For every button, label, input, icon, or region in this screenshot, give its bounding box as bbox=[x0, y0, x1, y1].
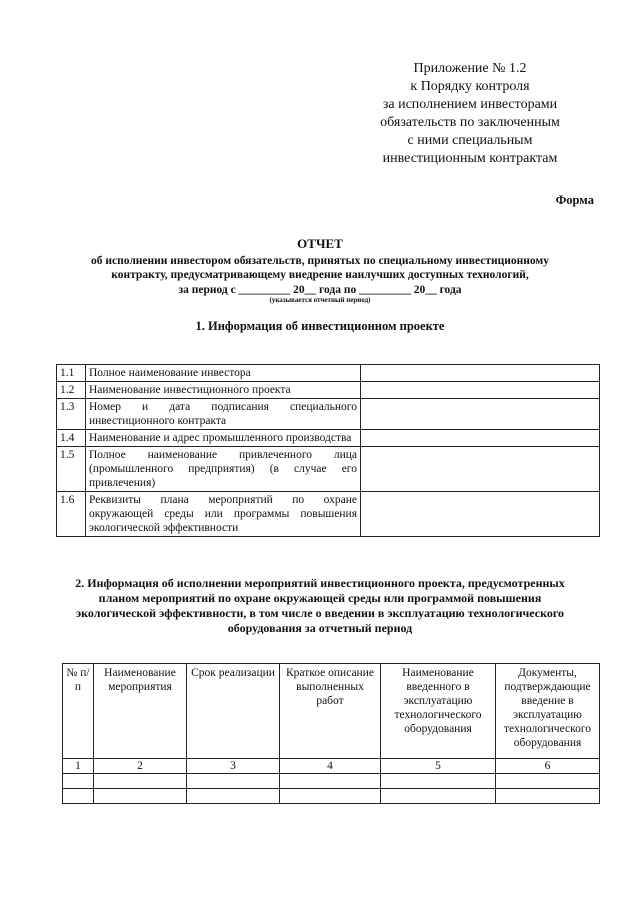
row-label: Наименование инвестиционного проекта bbox=[86, 382, 361, 399]
table-cell[interactable] bbox=[496, 789, 600, 804]
row-number: 1.4 bbox=[57, 430, 86, 447]
table-cell[interactable] bbox=[381, 774, 496, 789]
row-label: Наименование и адрес промышленного производства bbox=[86, 430, 361, 447]
report-period-note: (указывается отчетный период) bbox=[269, 296, 371, 304]
table-cell[interactable] bbox=[63, 774, 94, 789]
column-number: 2 bbox=[94, 759, 187, 774]
appendix-block bbox=[360, 60, 580, 168]
report-period-line: за период с _________ 20__ года по _________ 20__ года bbox=[178, 284, 462, 296]
appendix-line: Приложение № 1.2 bbox=[413, 61, 527, 76]
column-number: 6 bbox=[496, 759, 600, 774]
appendix-line: к Порядку контроля bbox=[410, 79, 530, 94]
table-cell[interactable] bbox=[496, 774, 600, 789]
table-cell[interactable] bbox=[381, 789, 496, 804]
table-row bbox=[57, 447, 600, 492]
column-header: Документы, подтверждающие введение в эксплуатацию технологического оборудования bbox=[496, 664, 600, 759]
table-cell[interactable] bbox=[94, 789, 187, 804]
row-number: 1.1 bbox=[57, 365, 86, 382]
row-number: 1.5 bbox=[57, 447, 86, 492]
section2-title-line: 2. Информация об исполнении мероприятий инвестиционного проекта, предусмотренных bbox=[75, 576, 565, 590]
column-header: № п/п bbox=[63, 664, 94, 759]
table-cell[interactable] bbox=[280, 774, 381, 789]
row-label: Номер и дата подписания специального инвестиционного контракта bbox=[86, 399, 361, 430]
report-title: ОТЧЕТ bbox=[297, 236, 343, 251]
section2-title bbox=[40, 576, 600, 636]
row-number: 1.6 bbox=[57, 492, 86, 537]
section2-title-line: оборудования за отчетный период bbox=[227, 621, 413, 635]
column-number: 4 bbox=[280, 759, 381, 774]
row-number: 1.3 bbox=[57, 399, 86, 430]
row-label: Полное наименование привлеченного лица (промышленного предприятия) (в случае его привлечения) bbox=[86, 447, 361, 492]
row-value-field[interactable] bbox=[361, 447, 600, 492]
column-header: Срок реализации bbox=[187, 664, 280, 759]
section2-title-line: экологической эффективности, в том числе о введении в эксплуатацию технологического bbox=[75, 606, 565, 620]
project-info-table bbox=[56, 364, 600, 537]
column-number: 3 bbox=[187, 759, 280, 774]
report-subtitle-line: контракту, предусматривающему внедрение наилучших доступных технологий, bbox=[111, 269, 529, 281]
activities-table bbox=[62, 663, 600, 804]
row-label: Полное наименование инвестора bbox=[86, 365, 361, 382]
appendix-line: с ними специальным bbox=[407, 133, 533, 148]
table-row bbox=[57, 365, 600, 382]
row-value-field[interactable] bbox=[361, 399, 600, 430]
row-value-field[interactable] bbox=[361, 365, 600, 382]
row-value-field[interactable] bbox=[361, 382, 600, 399]
column-number: 1 bbox=[63, 759, 94, 774]
report-subtitle bbox=[40, 254, 600, 282]
table-row bbox=[63, 774, 600, 789]
table-cell[interactable] bbox=[187, 789, 280, 804]
row-value-field[interactable] bbox=[361, 430, 600, 447]
section2-title-line: планом мероприятий по охране окружающей среды или программой повышения bbox=[98, 591, 542, 605]
row-label: Реквизиты плана мероприятий по охране окружающей среды или программы повышения экологической эффективности bbox=[86, 492, 361, 537]
row-value-field[interactable] bbox=[361, 492, 600, 537]
table-header-row bbox=[63, 664, 600, 759]
appendix-line: за исполнением инвесторами bbox=[382, 97, 558, 112]
table-row bbox=[57, 430, 600, 447]
table-row bbox=[63, 789, 600, 804]
column-header: Наименование мероприятия bbox=[94, 664, 187, 759]
appendix-line: инвестиционным контрактам bbox=[382, 151, 558, 166]
column-header: Наименование введенного в эксплуатацию технологического оборудования bbox=[381, 664, 496, 759]
column-number: 5 bbox=[381, 759, 496, 774]
form-label: Форма bbox=[555, 193, 594, 207]
table-cell[interactable] bbox=[94, 774, 187, 789]
report-subtitle-line: об исполнении инвестором обязательств, принятых по специальному инвестиционному bbox=[90, 255, 549, 267]
column-header: Краткое описание выполненных работ bbox=[280, 664, 381, 759]
table-row bbox=[57, 399, 600, 430]
table-cell[interactable] bbox=[63, 789, 94, 804]
appendix-line: обязательств по заключенным bbox=[380, 115, 560, 130]
table-cell[interactable] bbox=[187, 774, 280, 789]
table-cell[interactable] bbox=[280, 789, 381, 804]
table-row bbox=[57, 382, 600, 399]
section1-title: 1. Информация об инвестиционном проекте bbox=[195, 319, 445, 333]
row-number: 1.2 bbox=[57, 382, 86, 399]
column-number-row bbox=[63, 759, 600, 774]
table-row bbox=[57, 492, 600, 537]
